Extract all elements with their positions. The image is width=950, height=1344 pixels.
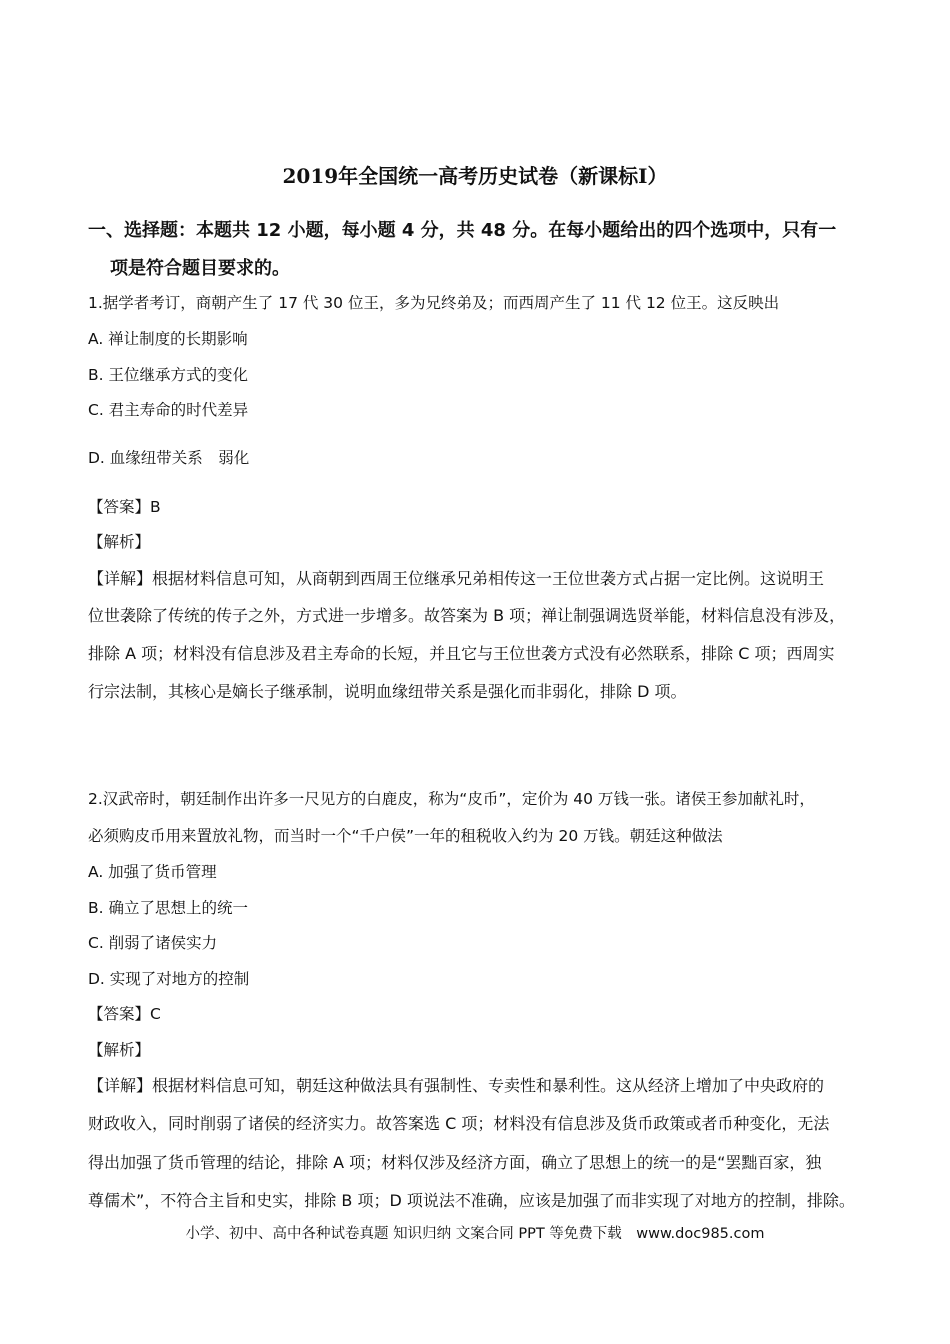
question-1-detail-line-1: 【详解】根据材料信息可知，从商朝到西周王位继承兄弟相传这一王位世袭方式占据一定比例。这说明王 — [88, 569, 825, 588]
question-2-detail-line-3: 得出加强了货币管理的结论，排除 A 项；材料仅涉及经济方面，确立了思想上的统一的是“罢黜百家，独 — [88, 1153, 822, 1172]
page-title: 2019年全国统一高考历史试卷（新课标I） — [282, 164, 668, 188]
question-2-analysis-label: 【解析】 — [88, 1041, 151, 1059]
question-1-detail-line-3: 排除 A 项；材料没有信息涉及君主寿命的长短，并且它与王位世袭方式没有必然联系，排除 C 项；西周实 — [88, 644, 835, 663]
question-1-detail-line-2: 位世袭除了传统的传子之外，方式进一步增多。故答案为 B 项；禅让制强调选贤举能，材料信息没有涉及， — [88, 606, 846, 625]
section-heading-line-2: 项是符合题目要求的。 — [110, 258, 290, 279]
question-2-option-c: C. 削弱了诸侯实力 — [88, 934, 218, 952]
question-2-option-b: B. 确立了思想上的统一 — [88, 899, 248, 917]
section-heading-line-1: 一、选择题：本题共 12 小题，每小题 4 分，共 48 分。在每小题给出的四个选项中，只有一 — [88, 220, 837, 241]
question-2-stem-line-2: 必须购皮币用来置放礼物，而当时一个“千户侯”一年的租税收入约为 20 万钱。朝廷这种做法 — [88, 827, 723, 845]
question-2-detail-line-2: 财政收入，同时削弱了诸侯的经济实力。故答案选 C 项；材料没有信息涉及货币政策或者币种变化，无法 — [88, 1114, 830, 1133]
question-1-detail-line-4: 行宗法制，其核心是嫡长子继承制，说明血缘纽带关系是强化而非弱化，排除 D 项。 — [88, 682, 687, 701]
question-2-option-a: A. 加强了货币管理 — [88, 863, 217, 881]
question-1-answer: 【答案】B — [88, 498, 161, 516]
question-1-stem: 1.据学者考订，商朝产生了 17 代 30 位王，多为兄终弟及；而西周产生了 11 代 12 位王。这反映出 — [88, 294, 780, 312]
question-1-option-d: D. 血缘纽带关系 弱化 — [88, 449, 250, 467]
question-2-detail-line-4: 尊儒术”，不符合主旨和史实，排除 B 项；D 项说法不准确，应该是加强了而非实现了对地方的控制，排除。 — [88, 1191, 855, 1210]
question-1-option-c: C. 君主寿命的时代差异 — [88, 401, 249, 419]
page-footer: 小学、初中、高中各种试卷真题 知识归纳 文案合同 PPT 等免费下载 www.doc985.com — [185, 1226, 765, 1242]
question-1-option-b: B. 王位继承方式的变化 — [88, 366, 248, 384]
question-1-analysis-label: 【解析】 — [88, 533, 151, 551]
question-1-option-a: A. 禅让制度的长期影响 — [88, 330, 248, 348]
question-2-option-d: D. 实现了对地方的控制 — [88, 970, 250, 988]
question-2-stem-line-1: 2.汉武帝时，朝廷制作出许多一尺见方的白鹿皮，称为“皮币”，定价为 40 万钱一张。诸侯王参加献礼时， — [88, 790, 815, 808]
question-2-detail-line-1: 【详解】根据材料信息可知，朝廷这种做法具有强制性、专卖性和暴利性。这从经济上增加了中央政府的 — [88, 1076, 825, 1095]
question-2-answer: 【答案】C — [88, 1005, 161, 1023]
